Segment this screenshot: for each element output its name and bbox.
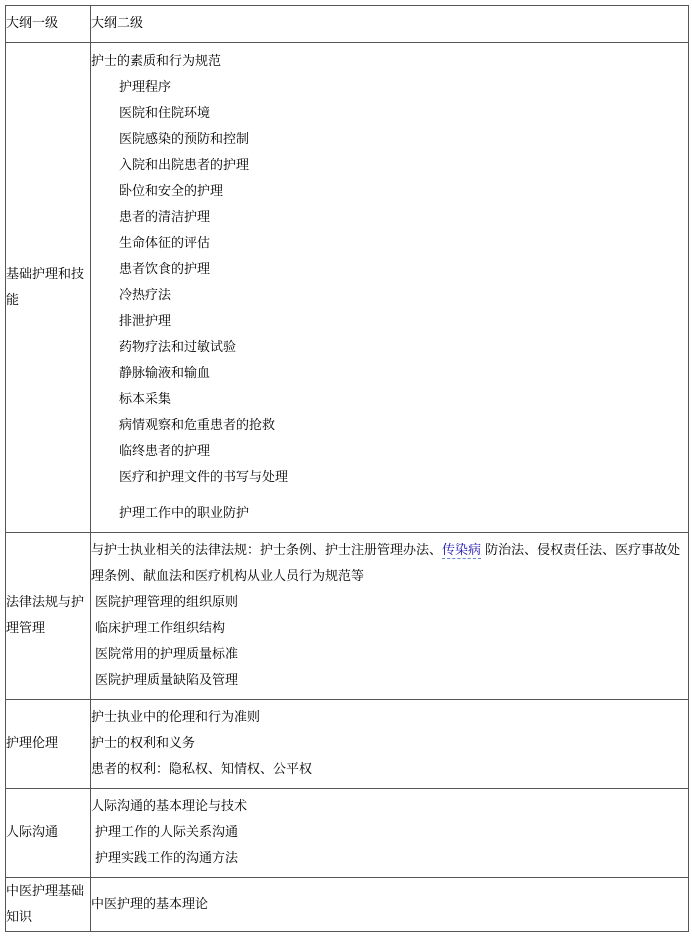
header-level2: 大纲二级 bbox=[91, 6, 689, 43]
list-item: 护士执业中的伦理和行为准则 bbox=[91, 710, 261, 725]
table-row bbox=[6, 700, 689, 789]
level2-cell bbox=[91, 700, 689, 789]
level1-cell: 基础护理和技能 bbox=[6, 43, 91, 533]
header-level1: 大纲一级 bbox=[6, 6, 91, 43]
list-item: 护士的权利和义务 bbox=[91, 736, 196, 751]
list-item: 冷热疗法 bbox=[119, 287, 172, 303]
list-item: 医院护理质量缺陷及管理 bbox=[95, 673, 239, 688]
list-item: 静脉输液和输血 bbox=[119, 365, 211, 381]
list-item: 临终患者的护理 bbox=[119, 443, 211, 459]
list-item: 医院感染的预防和控制 bbox=[119, 131, 250, 147]
level1-cell: 人际沟通 bbox=[6, 789, 91, 878]
outline-table bbox=[5, 5, 689, 932]
list-item: 病情观察和危重患者的抢救 bbox=[119, 417, 276, 433]
list-item: 卧位和安全的护理 bbox=[119, 183, 224, 199]
level1-cell: 护理伦理 bbox=[6, 700, 91, 789]
level2-cell bbox=[91, 533, 689, 700]
list-item: 医院常用的护理质量标准 bbox=[95, 647, 239, 662]
list-item: 标本采集 bbox=[119, 391, 172, 407]
table-row bbox=[6, 878, 689, 932]
list-item: 护理程序 bbox=[119, 79, 172, 95]
table-row bbox=[6, 43, 689, 533]
list-item: 生命体征的评估 bbox=[119, 235, 211, 251]
level2-cell bbox=[91, 43, 689, 533]
list-item: 患者的清洁护理 bbox=[119, 209, 211, 225]
list-item: 医院护理管理的组织原则 bbox=[95, 595, 239, 610]
section-title: 护士的素质和行为规范 bbox=[91, 53, 222, 69]
table-row bbox=[6, 533, 689, 700]
law-intro-before: 与护士执业相关的法律法规：护士条例、护士注册管理办法、 bbox=[91, 543, 443, 558]
infectious-disease-link[interactable]: 传染病 bbox=[442, 543, 482, 558]
list-item: 中医护理的基本理论 bbox=[91, 896, 209, 912]
list-item: 临床护理工作组织结构 bbox=[95, 621, 226, 636]
header-row bbox=[6, 6, 689, 43]
level1-cell: 中医护理基础知识 bbox=[6, 878, 91, 932]
list-item: 患者的权利：隐私权、知情权、公平权 bbox=[91, 762, 313, 777]
list-item: 医院和住院环境 bbox=[119, 105, 211, 121]
law-intro bbox=[91, 538, 688, 590]
level1-cell: 法律法规与护理管理 bbox=[6, 533, 91, 700]
list-item: 排泄护理 bbox=[119, 313, 172, 329]
law-intro-after: 防治法、侵权责任法、医疗事故处理条例、献血法和医疗机构从业人员行为规范等 bbox=[91, 543, 681, 584]
list-item: 护理工作中的职业防护 bbox=[119, 505, 250, 521]
level2-cell bbox=[91, 878, 689, 932]
list-item: 医疗和护理文件的书写与处理 bbox=[119, 469, 289, 485]
level2-cell bbox=[91, 789, 689, 878]
table-row bbox=[6, 789, 689, 878]
list-item: 护理工作的人际关系沟通 bbox=[95, 825, 239, 840]
list-item: 药物疗法和过敏试验 bbox=[119, 339, 237, 355]
list-item: 入院和出院患者的护理 bbox=[119, 157, 250, 173]
list-item: 护理实践工作的沟通方法 bbox=[95, 851, 239, 866]
list-item: 患者饮食的护理 bbox=[119, 261, 211, 277]
list-item: 人际沟通的基本理论与技术 bbox=[91, 799, 248, 814]
